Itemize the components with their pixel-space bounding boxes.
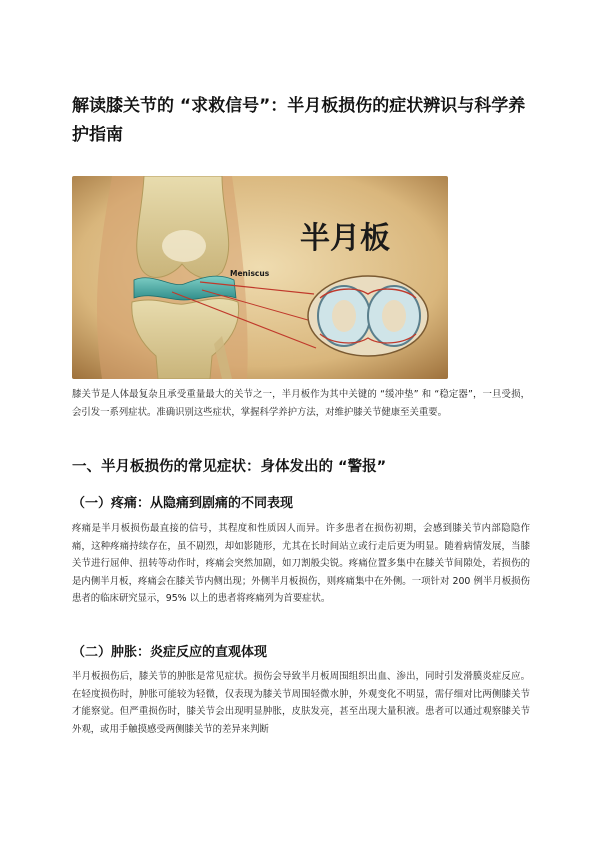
- section1-sub2-heading: （二）肿胀：炎症反应的直观体现: [72, 645, 268, 660]
- intro-paragraph: 膝关节是人体最复杂且承受重量最大的关节之一，半月板作为其中关键的 “缓冲垫” 和 “稳定器”，一旦受损，会引发一系列症状。准确识别这些症状，掌握科学养护方法，对维护膝关节健康至关重要。: [72, 389, 530, 418]
- document-title: 解读膝关节的 “求救信号”：半月板损伤的症状辨识与科学养护指南: [72, 96, 526, 145]
- meniscus-label-cn: 半月板: [300, 221, 390, 256]
- section1-sub1-body: 疼痛是半月板损伤最直接的信号，其程度和性质因人而异。许多患者在损伤初期，会感到膝关节内部隐隐作痛，这种疼痛持续存在，虽不剧烈，却如影随形，尤其在长时间站立或行走后更为明显。随着病情发展，当膝关节进行屈伸、扭转等动作时，疼痛会突然加剧，如刀割般尖锐。疼痛位置多集中在膝关节间隙处，若损伤的是内侧半月板，疼痛会在膝关节内侧出现；外侧半月板损伤，则疼痛集中在外侧。一项针对 200 例半月板损伤患者的临床研究显示，95% 以上的患者将疼痛列为首要症状。: [72, 523, 530, 605]
- section1-sub2-body: 半月板损伤后，膝关节的肿胀是常见症状。损伤会导致半月板周围组织出血、渗出，同时引发滑膜炎症反应。在轻度损伤时，肿胀可能较为轻微，仅表现为膝关节周围轻微水肿，外观变化不明显，需仔细对比两侧膝关节才能察觉。但严重损伤时，膝关节会出现明显肿胀，皮肤发亮，甚至出现大量积液。患者可以通过观察膝关节外观，或用手触摸感受两侧膝关节的差异来判断: [72, 671, 530, 735]
- meniscus-label-en: Meniscus: [230, 269, 270, 278]
- meniscus-illustration: [72, 176, 448, 379]
- section1-heading: 一、半月板损伤的常见症状：身体发出的 “警报”: [72, 459, 387, 475]
- section1-sub1-heading: （一）疼痛：从隐痛到剧痛的不同表现: [72, 496, 294, 511]
